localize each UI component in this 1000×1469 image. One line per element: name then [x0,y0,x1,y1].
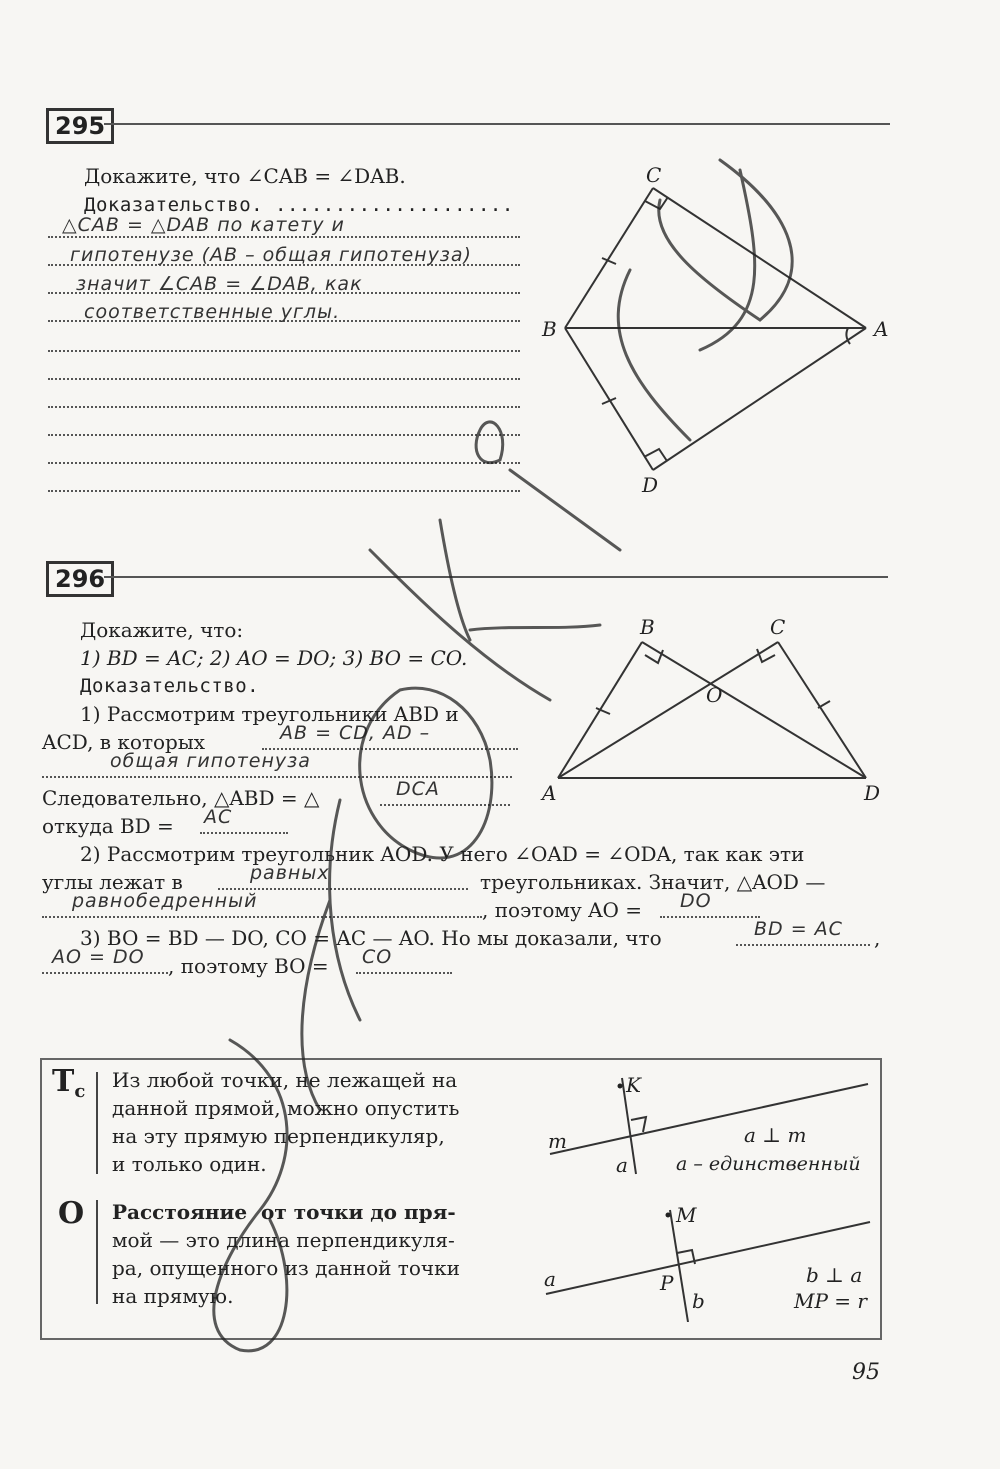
page-number: 95 [852,1360,880,1385]
answer-line [48,378,520,380]
text-296-line-8: откуда BD = [42,814,174,838]
text-296-line-1: Докажите, что: [80,618,244,642]
answer-line [48,350,520,352]
answer-line [48,462,520,464]
figure-295 [530,160,900,520]
fill-blank [736,944,870,946]
theorem-unique: a – единственный [676,1153,861,1175]
fill-blank [200,832,288,834]
definition-line-1 [112,1198,456,1226]
text-296-line-3: Доказательство. [80,675,260,697]
statement-295: Докажите, что ∠CAB = ∠DAB. [84,164,406,188]
definition-label-P: P [660,1271,674,1295]
text-296-line-2: 1) BD = AC; 2) AO = DO; 3) BO = CO. [80,646,468,670]
theorem-marker-sub: с [74,1081,86,1102]
handwritten-answer-line-4: соответственные углы. [84,301,341,323]
definition-term: Расстояние [112,1200,248,1224]
definition-label-a: a [544,1267,556,1291]
theorem-relation: a ⊥ m [744,1123,807,1147]
theorem-label-a: a [616,1153,628,1177]
text-296-line-11b: , поэтому AO = [482,898,643,922]
label-O: O [706,683,723,707]
text-296-line-10b: треугольниках. Значит, △AOD — [480,870,826,894]
label-B: B [640,615,655,639]
proof-heading-295: Доказательство. .................... [84,194,514,216]
handwritten-blank-6: общая гипотенуза [110,750,311,772]
answer-line [48,490,520,492]
label-C: C [770,615,786,639]
theorem-line-1: Из любой точки, не лежащей на [112,1068,458,1092]
definition-figure [540,1196,876,1322]
text-296-line-5: ACD, в которых [42,730,206,754]
handwritten-blank-5: AB = CD, AD – [280,722,431,744]
label-C: C [646,163,662,187]
handwritten-answer-line-3: значит ∠CAB = ∠DAB, как [76,273,363,295]
problem-number-296: 296 [46,561,114,597]
definition-label-b: b [692,1289,705,1313]
section-rule-295 [104,123,890,125]
definition-divider [96,1200,98,1304]
handwritten-blank-10: равных [250,862,330,884]
answer-line [48,236,520,238]
text-296-line-13b: , поэтому BO = [168,954,329,978]
fill-blank [42,972,168,974]
definition-distance: MP = r [794,1289,867,1313]
definition-line-4: на прямую. [112,1284,234,1308]
problem-number-295: 295 [46,108,114,144]
theorem-line-3: на эту прямую перпендикуляр, [112,1124,445,1148]
handwritten-blank-13: AO = DO [52,946,145,968]
theorem-marker [52,1064,85,1102]
definition-line-2 [112,1226,455,1254]
label-D: D [864,781,881,805]
label-A: A [542,781,557,805]
text-296-line-9: 2) Рассмотрим треугольник AOD. У него ∠OAD = ∠ODA, так как эти [80,842,805,866]
comma: , [874,926,881,950]
theorem-line-4: и только один. [112,1152,267,1176]
handwritten-blank-7: DCA [396,778,440,800]
definition-line-2-text: мой — это длина перпендикуля- [112,1228,455,1252]
handwritten-answer-line-2: гипотенузе (AB – общая гипотенуза) [70,244,472,266]
label-D: D [642,473,659,497]
section-rule-296 [104,576,888,578]
definition-marker: О [58,1196,85,1231]
figure-296 [530,612,900,812]
handwritten-blank-8: AC [204,806,233,828]
text-296-line-7: Следовательно, △ABD = △ [42,786,320,810]
theorem-label-K: K [626,1073,641,1097]
fill-blank [380,804,510,806]
text-296-line-10a: углы лежат в [42,870,183,894]
fill-blank [356,972,452,974]
text-296-line-12: 3) BO = BD — DO, CO = AC — AO. Но мы доказали, что [80,926,662,950]
theorem-marker-letter: Т [52,1064,75,1099]
handwritten-answer-line-1: △CAB = △DAB по катету и [62,214,345,236]
answer-line [48,406,520,408]
fill-blank [42,776,512,778]
theorem-figure [540,1066,876,1182]
label-A: A [874,317,889,341]
handwritten-blank-12: BD = AC [754,918,843,940]
definition-line-3: ра, опущенного из данной точки [112,1256,460,1280]
answer-line [48,434,520,436]
handwritten-blank-11b: DO [680,890,712,912]
definition-label-M: M [676,1203,697,1227]
theorem-divider [96,1072,98,1174]
label-B: B [542,317,557,341]
fill-blank [660,916,760,918]
definition-line-1-rest: от точки до пря- [261,1200,456,1224]
theorem-label-m: m [548,1129,567,1153]
handwritten-blank-11: равнобедренный [72,890,258,912]
handwritten-blank-13b: CO [362,946,393,968]
text-296-line-4: 1) Рассмотрим треугольники ABD и [80,702,459,726]
definition-relation: b ⊥ a [806,1263,863,1287]
fill-blank [42,916,482,918]
theorem-line-2: данной прямой, можно опустить [112,1096,460,1120]
